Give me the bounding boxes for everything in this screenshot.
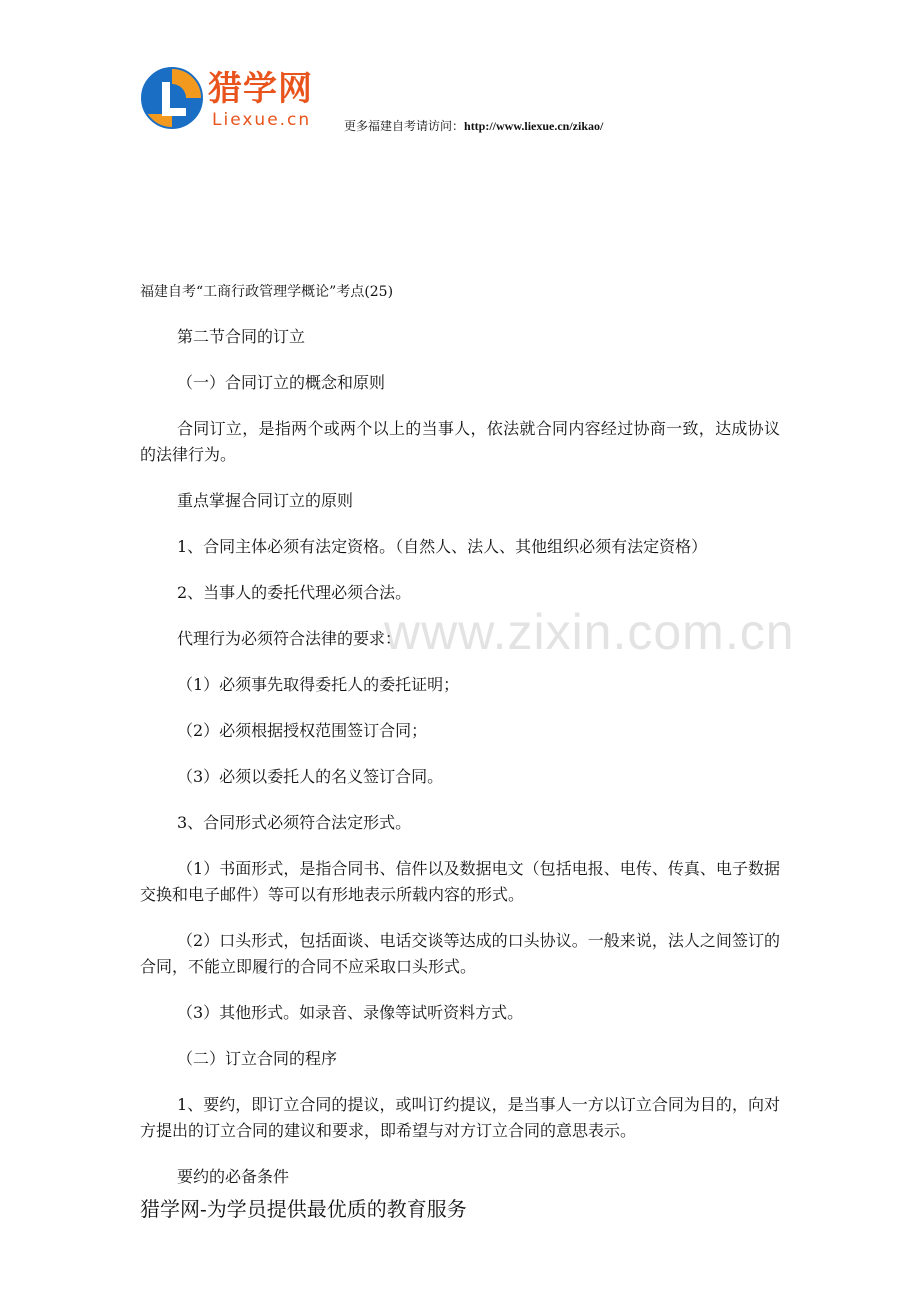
paragraph: 合同订立，是指两个或两个以上的当事人，依法就合同内容经过协商一致，达成协议的法律行为。 <box>140 419 780 464</box>
subsection-heading: （一）合同订立的概念和原则 <box>177 373 386 392</box>
logo-english-name: Liexue.cn <box>212 110 312 130</box>
site-header <box>140 66 840 136</box>
paragraph: 要约的必备条件 <box>177 1167 290 1186</box>
subsection-heading: （二）订立合同的程序 <box>177 1049 338 1068</box>
visit-url-link[interactable]: http://www.liexue.cn/zikao/ <box>464 119 604 133</box>
list-item: 3、合同形式必须符合法定形式。 <box>177 813 412 832</box>
list-item: 2、当事人的委托代理必须合法。 <box>177 583 412 602</box>
visit-prefix: 更多福建自考请访问： <box>344 119 465 133</box>
paragraph: 代理行为必须符合法律的要求： <box>177 629 402 648</box>
list-item: （1）必须事先取得委托人的委托证明； <box>177 675 460 694</box>
list-item: （2）必须根据授权范围签订合同； <box>177 721 428 740</box>
visit-line <box>344 118 603 134</box>
list-item: （3）其他形式。如录音、录像等试听资料方式。 <box>177 1003 524 1022</box>
list-item: （3）必须以委托人的名义签订合同。 <box>177 767 444 786</box>
logo-chinese-name: 猎学网 <box>208 69 313 109</box>
list-item: 1、要约，即订立合同的提议，或叫订约提议，是当事人一方以订立合同为目的，向对方提出的订立合同的建议和要求，即希望与对方订立合同的意思表示。 <box>140 1095 780 1140</box>
list-item: （1）书面形式，是指合同书、信件以及数据电文（包括电报、电传、传真、电子数据交换和电子邮件）等可以有形地表示所载内容的形式。 <box>140 859 780 904</box>
list-item: （2）口头形式，包括面谈、电话交谈等达成的口头协议。一般来说，法人之间签订的合同，不能立即履行的合同不应采取口头形式。 <box>140 931 780 976</box>
watermark: www.zixin.com.cn <box>384 604 795 660</box>
document-body <box>140 280 780 1210</box>
paragraph: 重点掌握合同订立的原则 <box>177 491 354 510</box>
page-footer: 猎学网-为学员提供最优质的教育服务 <box>140 1197 467 1221</box>
document-title: 福建自考“工商行政管理学概论”考点(25) <box>140 284 394 300</box>
list-item: 1、合同主体必须有法定资格。（自然人、法人、其他组织必须有法定资格） <box>177 537 708 556</box>
section-heading: 第二节合同的订立 <box>177 327 306 346</box>
liexue-logo-icon <box>140 66 204 130</box>
